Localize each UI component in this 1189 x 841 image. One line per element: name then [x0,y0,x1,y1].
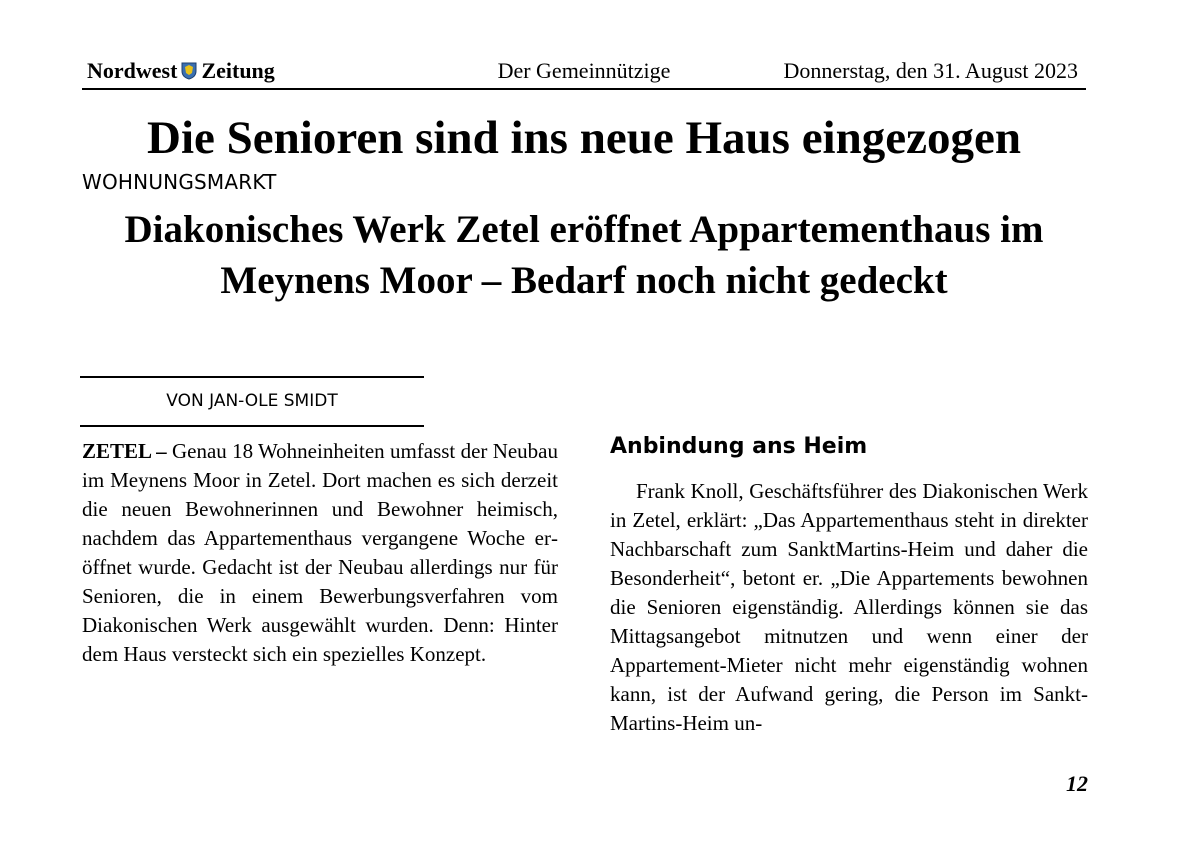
byline: VON JAN-OLE SMIDT [166,391,338,411]
byline-rule-top [80,376,424,378]
lead-text: Genau 18 Wohneinheiten umfasst der Neubau im Meynens Moor in Zetel. Dort machen es sich derzeit die neuen Bewohnerinnen und Bewohner heimisch, nachdem das Appartementhaus vergangene Woche eröffnet wurde. Gedacht ist der Neubau allerdings nur für Senioren, die in einem Bewerbungsverfahren vom Diakonischen Werk ausgewählt wurden. Denn: Hinter dem Haus versteckt sich ein spezielles Konzept. [82,439,558,666]
section-name: Der Gemeinnützige [497,58,671,83]
section-heading: Anbindung ans Heim [610,434,868,459]
article-lead-paragraph [82,437,558,669]
page-number: 12 [1066,771,1088,796]
article-kicker: WOHNUNGSMARKT [82,170,277,194]
brand-name-right: Zeitung [201,58,275,83]
issue-date: Donnerstag, den 31. August 2023 [783,58,1078,83]
brand-name-left: Nordwest [87,58,178,83]
section-paragraph: Frank Knoll, Geschäftsführer des Diakonischen Werk in Zetel, erklärt: „Das Appartementhaus steht in direkter Nachbarschaft zum SanktMartins-Heim und daher die Besonderheit“, betont er. „Die Appartements bewohnen die Senioren eigenständig. Allerdings können sie das Mittagsangebot mitnutzen und wenn einer der Appartement-Mieter nicht mehr eigenständig wohnen kann, ist der Aufwand gering, die Person im Sankt-Martins-Heim un- [610,479,1088,735]
article-subhead: Diakonisches Werk Zetel eröffnet Appartementhaus im Meynens Moor – Bedarf noch nicht gedeckt [124,208,1044,302]
dateline: ZETEL – [82,439,167,463]
article-headline: Die Senioren sind ins neue Haus eingezogen [147,112,1021,164]
byline-rule-bottom [80,425,424,427]
masthead [82,58,1086,90]
